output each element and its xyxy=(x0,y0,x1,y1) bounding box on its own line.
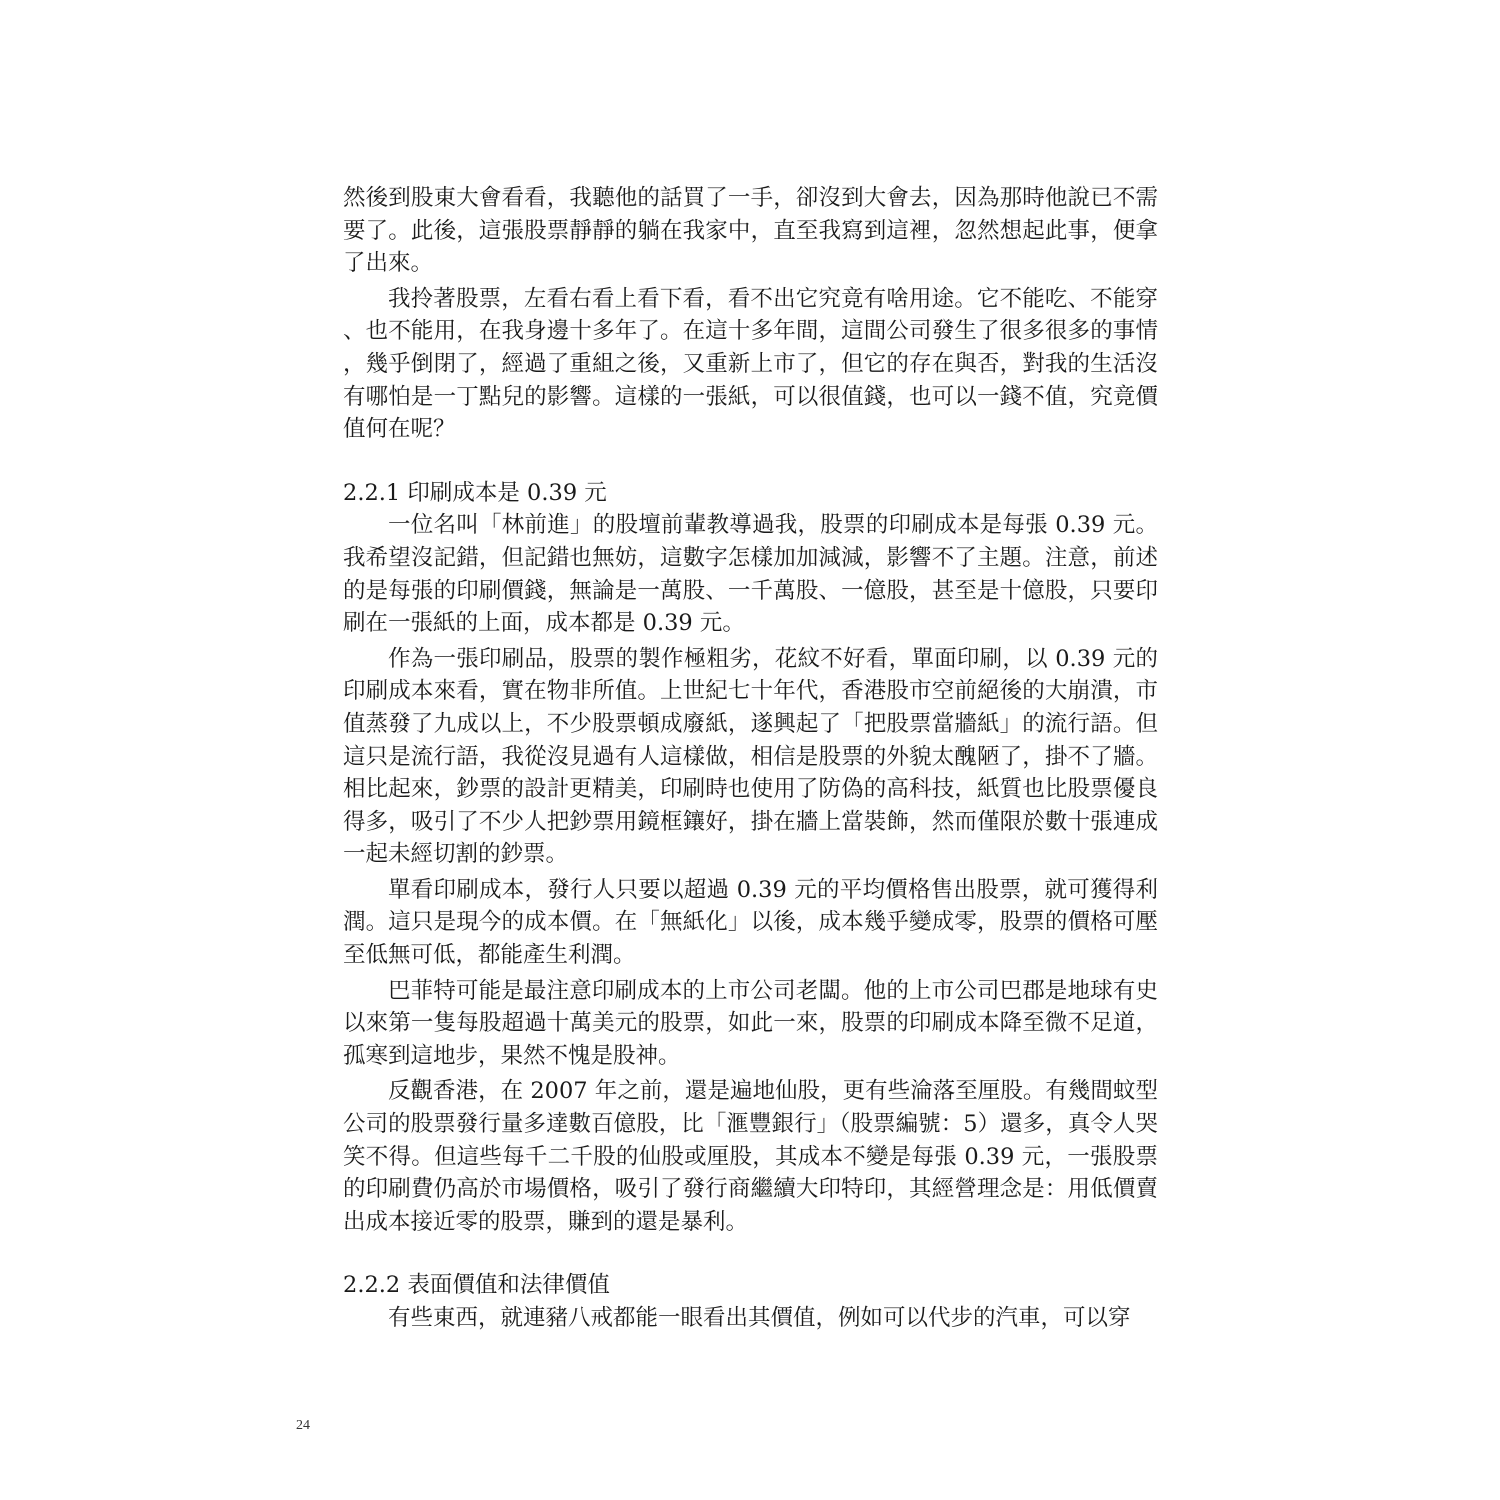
page-number: 24 xyxy=(296,1418,310,1433)
paragraph: 反觀香港，在 2007 年之前，還是遍地仙股，更有些淪落至厘股。有幾間蚊型公司的股票發行量多達數百億股，比「滙豐銀行」（股票編號：5）還多，真令人哭笑不得。但這些每千二千股的仙股或厘股，其成本不變是每張 0.39 元，一張股票的印刷費仍高於市場價格，吸引了發行商繼續大印特印，其經營理念是：用低價賣出成本接近零的股票，賺到的還是暴利。 xyxy=(343,1078,1158,1235)
paragraph: 巴菲特可能是最注意印刷成本的上市公司老闆。他的上市公司巴郡是地球有史以來第一隻每股超過十萬美元的股票，如此一來，股票的印刷成本降至微不足道，孤寒到這地步，果然不愧是股神。 xyxy=(343,977,1158,1069)
section-heading: 2.2.1 印刷成本是 0.39 元 xyxy=(343,479,607,506)
section-heading: 2.2.2 表面價值和法律價值 xyxy=(343,1272,610,1299)
paragraph: 一位名叫「林前進」的股壇前輩教導過我，股票的印刷成本是每張 0.39 元。我希望沒記錯，但記錯也無妨，這數字怎樣加加減減，影響不了主題。注意，前述的是每張的印刷價錢，無論是一萬股、一千萬股、一億股，甚至是十億股，只要印刷在一張紙的上面，成本都是 0.39 元。 xyxy=(343,512,1158,637)
paragraph: 單看印刷成本，發行人只要以超過 0.39 元的平均價格售出股票，就可獲得利潤。這只是現今的成本價。在「無紙化」以後，成本幾乎變成零，股票的價格可壓至低無可低，都能產生利潤。 xyxy=(343,876,1158,969)
body-text xyxy=(343,182,1158,1335)
paragraph: 我拎著股票，左看右看上看下看，看不出它究竟有啥用途。它不能吃、不能穿、也不能用，在我身邊十多年了。在這十多年間，這間公司發生了很多很多的事情，幾乎倒閉了，經過了重組之後，又重新上市了，但它的存在與否，對我的生活沒有哪怕是一丁點兒的影響。這樣的一張紙，可以很值錢，也可以一錢不值，究竟價值何在呢？ xyxy=(343,285,1158,443)
paragraph: 作為一張印刷品，股票的製作極粗劣，花紋不好看，單面印刷，以 0.39 元的印刷成本來看，實在物非所值。上世紀七十年代，香港股市空前絕後的大崩潰，市值蒸發了九成以上，不少股票頓成廢紙，遂興起了「把股票當牆紙」的流行語。但這只是流行語，我從沒見過有人這樣做，相信是股票的外貌太醜陋了，掛不了牆。相比起來，鈔票的設計更精美，印刷時也使用了防偽的高科技，紙質也比股票優良得多，吸引了不少人把鈔票用鏡框鑲好，掛在牆上當裝飾，然而僅限於數十張連成一起未經切割的鈔票。 xyxy=(343,645,1158,868)
paragraph: 然後到股東大會看看，我聽他的話買了一手，卻沒到大會去，因為那時他說已不需要了。此後，這張股票靜靜的躺在我家中，直至我寫到這裡，忽然想起此事，便拿了出來。 xyxy=(343,185,1158,277)
paragraph: 有些東西，就連豬八戒都能一眼看出其價值，例如可以代步的汽車，可以穿 xyxy=(388,1305,1131,1331)
